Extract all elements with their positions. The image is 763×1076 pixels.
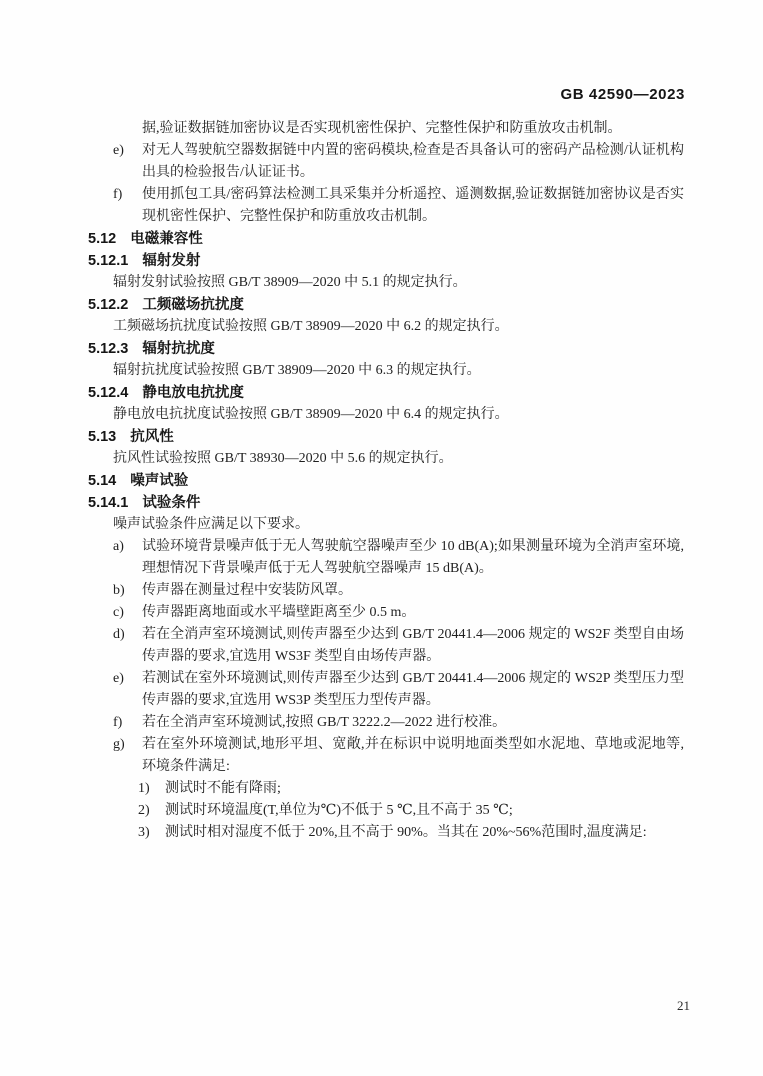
list-item-text: 若在室外环境测试,地形平坦、宽敞,并在标识中说明地面类型如水泥地、草地或泥地等,环境条件满足:: [142, 737, 684, 774]
heading-title: 工频磁场抗扰度: [142, 297, 244, 313]
list-item: [88, 184, 684, 228]
list-item: [88, 624, 684, 668]
list-item-label: e): [113, 671, 124, 686]
list-item: [88, 140, 684, 184]
list-item-label: f): [113, 715, 123, 730]
continuation-line: 据,验证数据链加密协议是否实现机密性保护、完整性保护和防重放攻击机制。: [142, 121, 622, 136]
page-header: [88, 86, 685, 103]
list-item-text: 若在全消声室环境测试,则传声器至少达到 GB/T 20441.4—2006 规定的 WS2F 类型自由场传声器的要求,宜选用 WS3F 类型自由场传声器。: [142, 627, 684, 664]
heading-number: 5.13: [88, 429, 117, 445]
subsection-heading: [88, 382, 684, 404]
list-item-text: 传声器距离地面或水平墙壁距离至少 0.5 m。: [142, 605, 416, 620]
list-item-label: e): [113, 143, 124, 158]
heading-number: 5.12.3: [88, 341, 129, 357]
list-item-text: 使用抓包工具/密码算法检测工具采集并分析遥控、遥测数据,验证数据链加密协议是否实现机密性保护、完整性保护和防重放攻击机制。: [142, 187, 684, 224]
heading-title: 静电放电抗扰度: [142, 385, 244, 401]
list-item-label: g): [113, 737, 125, 752]
heading-title: 电磁兼容性: [130, 231, 203, 247]
heading-title: 试验条件: [142, 495, 201, 511]
list-item: [88, 602, 684, 624]
list-item-label: d): [113, 627, 125, 642]
heading-title: 辐射抗扰度: [142, 341, 215, 357]
list-item: [88, 668, 684, 712]
list-item: [88, 536, 684, 580]
body-paragraph: 工频磁场抗扰度试验按照 GB/T 38909—2020 中 6.2 的规定执行。: [113, 319, 509, 334]
list-item-label: c): [113, 605, 124, 620]
page-number: 21: [677, 998, 690, 1013]
list-item: [88, 580, 684, 602]
list-item: [88, 734, 684, 778]
list-item-label: f): [113, 187, 123, 202]
subsection-heading: [88, 250, 684, 272]
heading-number: 5.12.1: [88, 253, 129, 269]
list-item-label: 3): [138, 825, 150, 840]
heading-number: 5.12: [88, 231, 117, 247]
heading-number: 5.14.1: [88, 495, 129, 511]
list-item-text: 测试时不能有降雨;: [165, 781, 281, 796]
section-heading: [88, 228, 684, 250]
list-item: [88, 712, 684, 734]
subsection-heading: [88, 492, 684, 514]
heading-title: 辐射发射: [142, 253, 201, 269]
doc-number: GB 42590—2023: [560, 86, 685, 103]
body-paragraph: 抗风性试验按照 GB/T 38930—2020 中 5.6 的规定执行。: [113, 451, 453, 466]
page-footer: [0, 998, 690, 1014]
list-item-text: 对无人驾驶航空器数据链中内置的密码模块,检查是否具备认可的密码产品检测/认证机构出具的检验报告/认证证书。: [142, 143, 684, 180]
list-item-label: 1): [138, 781, 150, 796]
list-item-label: b): [113, 583, 125, 598]
body-paragraph: 静电放电抗扰度试验按照 GB/T 38909—2020 中 6.4 的规定执行。: [113, 407, 509, 422]
heading-number: 5.12.2: [88, 297, 129, 313]
list-item-text: 若测试在室外环境测试,则传声器至少达到 GB/T 20441.4—2006 规定的 WS2P 类型压力型传声器的要求,宜选用 WS3P 类型压力型传声器。: [142, 671, 684, 708]
list-item-text: 测试时环境温度(T,单位为℃)不低于 5 ℃,且不高于 35 ℃;: [165, 803, 513, 818]
heading-title: 抗风性: [130, 429, 174, 445]
section-heading: [88, 426, 684, 448]
list-item-label: 2): [138, 803, 150, 818]
sublist-item: [88, 800, 684, 822]
body-paragraph: 噪声试验条件应满足以下要求。: [113, 517, 309, 532]
list-item-text: 传声器在测量过程中安装防风罩。: [142, 583, 352, 598]
heading-number: 5.12.4: [88, 385, 129, 401]
subsection-heading: [88, 338, 684, 360]
sublist-item: [88, 778, 684, 800]
list-item-text: 试验环境背景噪声低于无人驾驶航空器噪声至少 10 dB(A);如果测量环境为全消声室环境,理想情况下背景噪声低于无人驾驶航空器噪声 15 dB(A)。: [142, 539, 684, 576]
list-item-text: 测试时相对湿度不低于 20%,且不高于 90%。当其在 20%~56%范围时,温度满足:: [165, 825, 647, 840]
heading-number: 5.14: [88, 473, 117, 489]
body-paragraph: 辐射发射试验按照 GB/T 38909—2020 中 5.1 的规定执行。: [113, 275, 467, 290]
list-item-label: a): [113, 539, 124, 554]
list-item-text: 若在全消声室环境测试,按照 GB/T 3222.2—2022 进行校准。: [142, 715, 507, 730]
subsection-heading: [88, 294, 684, 316]
sublist-item: [88, 822, 684, 844]
heading-title: 噪声试验: [130, 473, 189, 489]
body-paragraph: 辐射抗扰度试验按照 GB/T 38909—2020 中 6.3 的规定执行。: [113, 363, 481, 378]
document-body: [88, 118, 684, 844]
section-heading: [88, 470, 684, 492]
